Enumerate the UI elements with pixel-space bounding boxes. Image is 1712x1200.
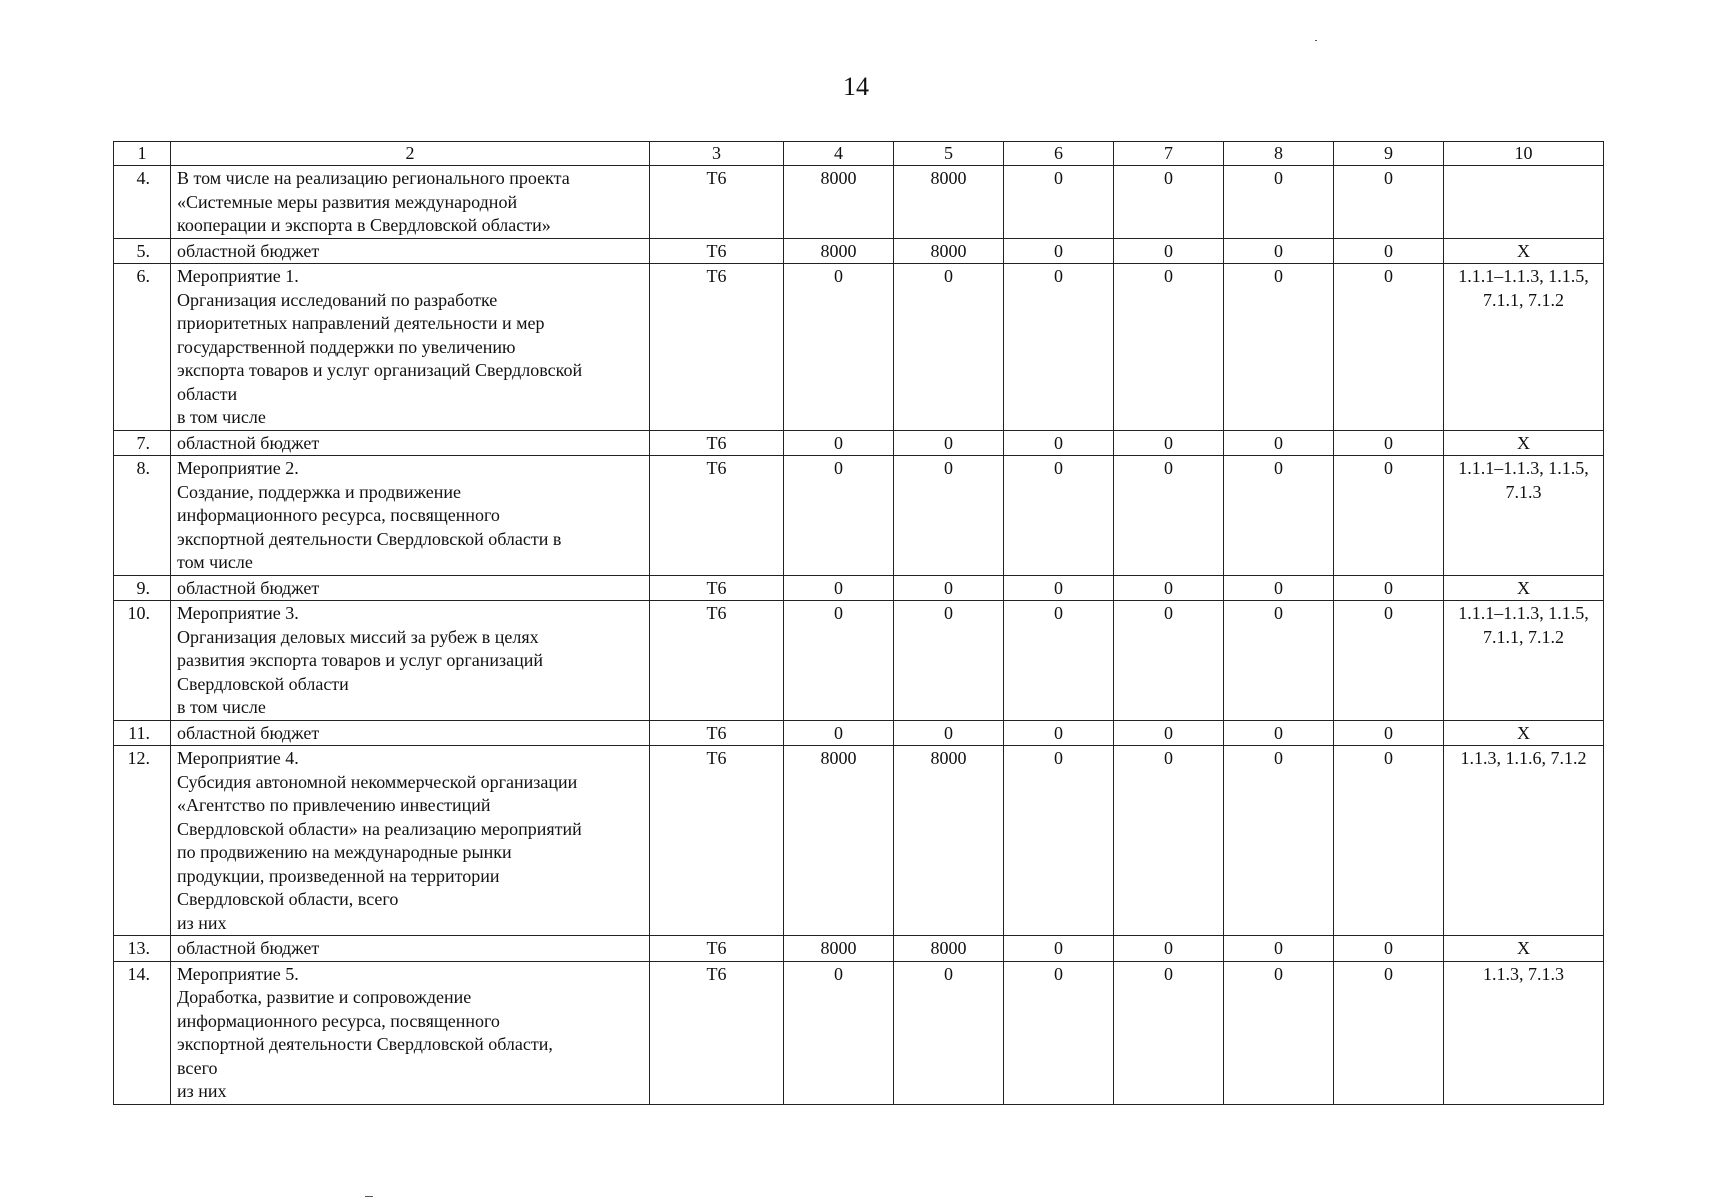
- row-value-col5: 0: [894, 601, 1004, 721]
- row-target-refs: 1.1.1–1.1.3, 1.1.5, 7.1.1, 7.1.2: [1444, 601, 1604, 721]
- row-target-refs: X: [1444, 575, 1604, 601]
- row-value-col7: 0: [1114, 166, 1224, 239]
- row-value-col8: 0: [1224, 601, 1334, 721]
- row-number: 8.: [114, 456, 171, 576]
- row-value-col4: 0: [784, 456, 894, 576]
- row-value-col7: 0: [1114, 601, 1224, 721]
- column-header: 4: [784, 142, 894, 166]
- row-value-col7: 0: [1114, 264, 1224, 431]
- row-value-col6: 0: [1004, 456, 1114, 576]
- row-name: областной бюджет: [171, 720, 650, 746]
- row-value-col6: 0: [1004, 961, 1114, 1104]
- row-value-col8: 0: [1224, 166, 1334, 239]
- row-number: 5.: [114, 238, 171, 264]
- budget-table: [113, 141, 1604, 1105]
- column-number-row: [114, 142, 1604, 166]
- scan-speck: [365, 1196, 373, 1197]
- table-row: [114, 601, 1604, 721]
- row-name: Мероприятие 4. Субсидия автономной некоммерческой организации «Агентство по привлечению инвестиций Свердловской области» на реализацию мероприятий по продвижению на международные рынки продукции, произведенной на территории Свердловской области, всего из них: [171, 746, 650, 936]
- row-value-col5: 0: [894, 430, 1004, 456]
- row-number: 9.: [114, 575, 171, 601]
- column-header: 5: [894, 142, 1004, 166]
- row-value-col4: 0: [784, 575, 894, 601]
- row-value-col7: 0: [1114, 456, 1224, 576]
- row-value-col9: 0: [1334, 746, 1444, 936]
- row-value-col9: 0: [1334, 166, 1444, 239]
- row-target-refs: 1.1.3, 1.1.6, 7.1.2: [1444, 746, 1604, 936]
- row-value-col5: 8000: [894, 166, 1004, 239]
- table-row: [114, 238, 1604, 264]
- row-value-col9: 0: [1334, 720, 1444, 746]
- row-value-col8: 0: [1224, 238, 1334, 264]
- row-code: Т6: [650, 166, 784, 239]
- row-value-col4: 0: [784, 720, 894, 746]
- table-row: [114, 936, 1604, 962]
- row-value-col8: 0: [1224, 430, 1334, 456]
- row-number: 12.: [114, 746, 171, 936]
- row-value-col5: 8000: [894, 238, 1004, 264]
- table-row: [114, 720, 1604, 746]
- table-row: [114, 430, 1604, 456]
- row-target-refs: [1444, 166, 1604, 239]
- row-value-col4: 0: [784, 264, 894, 431]
- row-value-col4: 8000: [784, 746, 894, 936]
- table-body: [114, 166, 1604, 1105]
- row-code: Т6: [650, 720, 784, 746]
- row-number: 11.: [114, 720, 171, 746]
- row-target-refs: X: [1444, 430, 1604, 456]
- row-number: 6.: [114, 264, 171, 431]
- column-header: 2: [171, 142, 650, 166]
- row-name: областной бюджет: [171, 575, 650, 601]
- row-name: областной бюджет: [171, 936, 650, 962]
- table-row: [114, 166, 1604, 239]
- row-value-col7: 0: [1114, 238, 1224, 264]
- row-number: 13.: [114, 936, 171, 962]
- row-value-col8: 0: [1224, 720, 1334, 746]
- row-value-col6: 0: [1004, 238, 1114, 264]
- row-value-col6: 0: [1004, 936, 1114, 962]
- row-value-col8: 0: [1224, 936, 1334, 962]
- row-value-col6: 0: [1004, 166, 1114, 239]
- row-code: Т6: [650, 575, 784, 601]
- row-value-col8: 0: [1224, 961, 1334, 1104]
- row-value-col5: 0: [894, 575, 1004, 601]
- row-target-refs: X: [1444, 720, 1604, 746]
- row-target-refs: 1.1.1–1.1.3, 1.1.5, 7.1.1, 7.1.2: [1444, 264, 1604, 431]
- column-header: 1: [114, 142, 171, 166]
- row-value-col5: 8000: [894, 746, 1004, 936]
- scan-speck: [1315, 40, 1317, 41]
- row-value-col6: 0: [1004, 430, 1114, 456]
- row-value-col9: 0: [1334, 430, 1444, 456]
- column-header: 10: [1444, 142, 1604, 166]
- row-value-col6: 0: [1004, 601, 1114, 721]
- row-name: Мероприятие 3. Организация деловых миссий за рубеж в целях развития экспорта товаров и услуг организаций Свердловской области в том числе: [171, 601, 650, 721]
- table-row: [114, 264, 1604, 431]
- row-value-col6: 0: [1004, 264, 1114, 431]
- row-code: Т6: [650, 936, 784, 962]
- row-value-col9: 0: [1334, 936, 1444, 962]
- row-code: Т6: [650, 601, 784, 721]
- row-value-col5: 0: [894, 961, 1004, 1104]
- row-value-col8: 0: [1224, 264, 1334, 431]
- row-target-refs: X: [1444, 936, 1604, 962]
- row-name: областной бюджет: [171, 430, 650, 456]
- row-code: Т6: [650, 456, 784, 576]
- column-header: 6: [1004, 142, 1114, 166]
- column-header: 9: [1334, 142, 1444, 166]
- row-value-col7: 0: [1114, 746, 1224, 936]
- column-header: 3: [650, 142, 784, 166]
- row-value-col8: 0: [1224, 746, 1334, 936]
- row-value-col6: 0: [1004, 575, 1114, 601]
- row-name: В том числе на реализацию регионального проекта «Системные меры развития международной кооперации и экспорта в Свердловской области»: [171, 166, 650, 239]
- row-value-col9: 0: [1334, 456, 1444, 576]
- row-value-col7: 0: [1114, 936, 1224, 962]
- row-code: Т6: [650, 264, 784, 431]
- row-name: Мероприятие 1. Организация исследований по разработке приоритетных направлений деятельности и мер государственной поддержки по увеличению экспорта товаров и услуг организаций Свердловской области в том числе: [171, 264, 650, 431]
- row-value-col4: 0: [784, 961, 894, 1104]
- table-row: [114, 575, 1604, 601]
- row-name: областной бюджет: [171, 238, 650, 264]
- row-value-col7: 0: [1114, 430, 1224, 456]
- row-value-col6: 0: [1004, 720, 1114, 746]
- row-target-refs: 1.1.3, 7.1.3: [1444, 961, 1604, 1104]
- row-value-col9: 0: [1334, 575, 1444, 601]
- row-value-col9: 0: [1334, 238, 1444, 264]
- row-value-col7: 0: [1114, 720, 1224, 746]
- row-code: Т6: [650, 746, 784, 936]
- row-number: 10.: [114, 601, 171, 721]
- row-code: Т6: [650, 238, 784, 264]
- row-value-col8: 0: [1224, 456, 1334, 576]
- row-number: 7.: [114, 430, 171, 456]
- page-number: 14: [843, 72, 869, 101]
- row-value-col4: 8000: [784, 936, 894, 962]
- row-value-col7: 0: [1114, 961, 1224, 1104]
- row-value-col4: 8000: [784, 166, 894, 239]
- table-row: [114, 456, 1604, 576]
- row-value-col9: 0: [1334, 601, 1444, 721]
- row-name: Мероприятие 2. Создание, поддержка и продвижение информационного ресурса, посвященного экспортной деятельности Свердловской области в том числе: [171, 456, 650, 576]
- row-number: 14.: [114, 961, 171, 1104]
- row-value-col4: 0: [784, 601, 894, 721]
- table-header: [114, 142, 1604, 166]
- table-row: [114, 746, 1604, 936]
- row-value-col5: 8000: [894, 936, 1004, 962]
- column-header: 7: [1114, 142, 1224, 166]
- row-value-col4: 0: [784, 430, 894, 456]
- row-value-col4: 8000: [784, 238, 894, 264]
- row-name: Мероприятие 5. Доработка, развитие и сопровождение информационного ресурса, посвященного экспортной деятельности Свердловской области, всего из них: [171, 961, 650, 1104]
- row-value-col9: 0: [1334, 264, 1444, 431]
- row-value-col8: 0: [1224, 575, 1334, 601]
- row-code: Т6: [650, 430, 784, 456]
- row-value-col5: 0: [894, 456, 1004, 576]
- row-number: 4.: [114, 166, 171, 239]
- row-value-col7: 0: [1114, 575, 1224, 601]
- row-target-refs: 1.1.1–1.1.3, 1.1.5, 7.1.3: [1444, 456, 1604, 576]
- row-value-col5: 0: [894, 720, 1004, 746]
- row-value-col9: 0: [1334, 961, 1444, 1104]
- row-value-col6: 0: [1004, 746, 1114, 936]
- column-header: 8: [1224, 142, 1334, 166]
- row-code: Т6: [650, 961, 784, 1104]
- table-row: [114, 961, 1604, 1104]
- row-target-refs: X: [1444, 238, 1604, 264]
- row-value-col5: 0: [894, 264, 1004, 431]
